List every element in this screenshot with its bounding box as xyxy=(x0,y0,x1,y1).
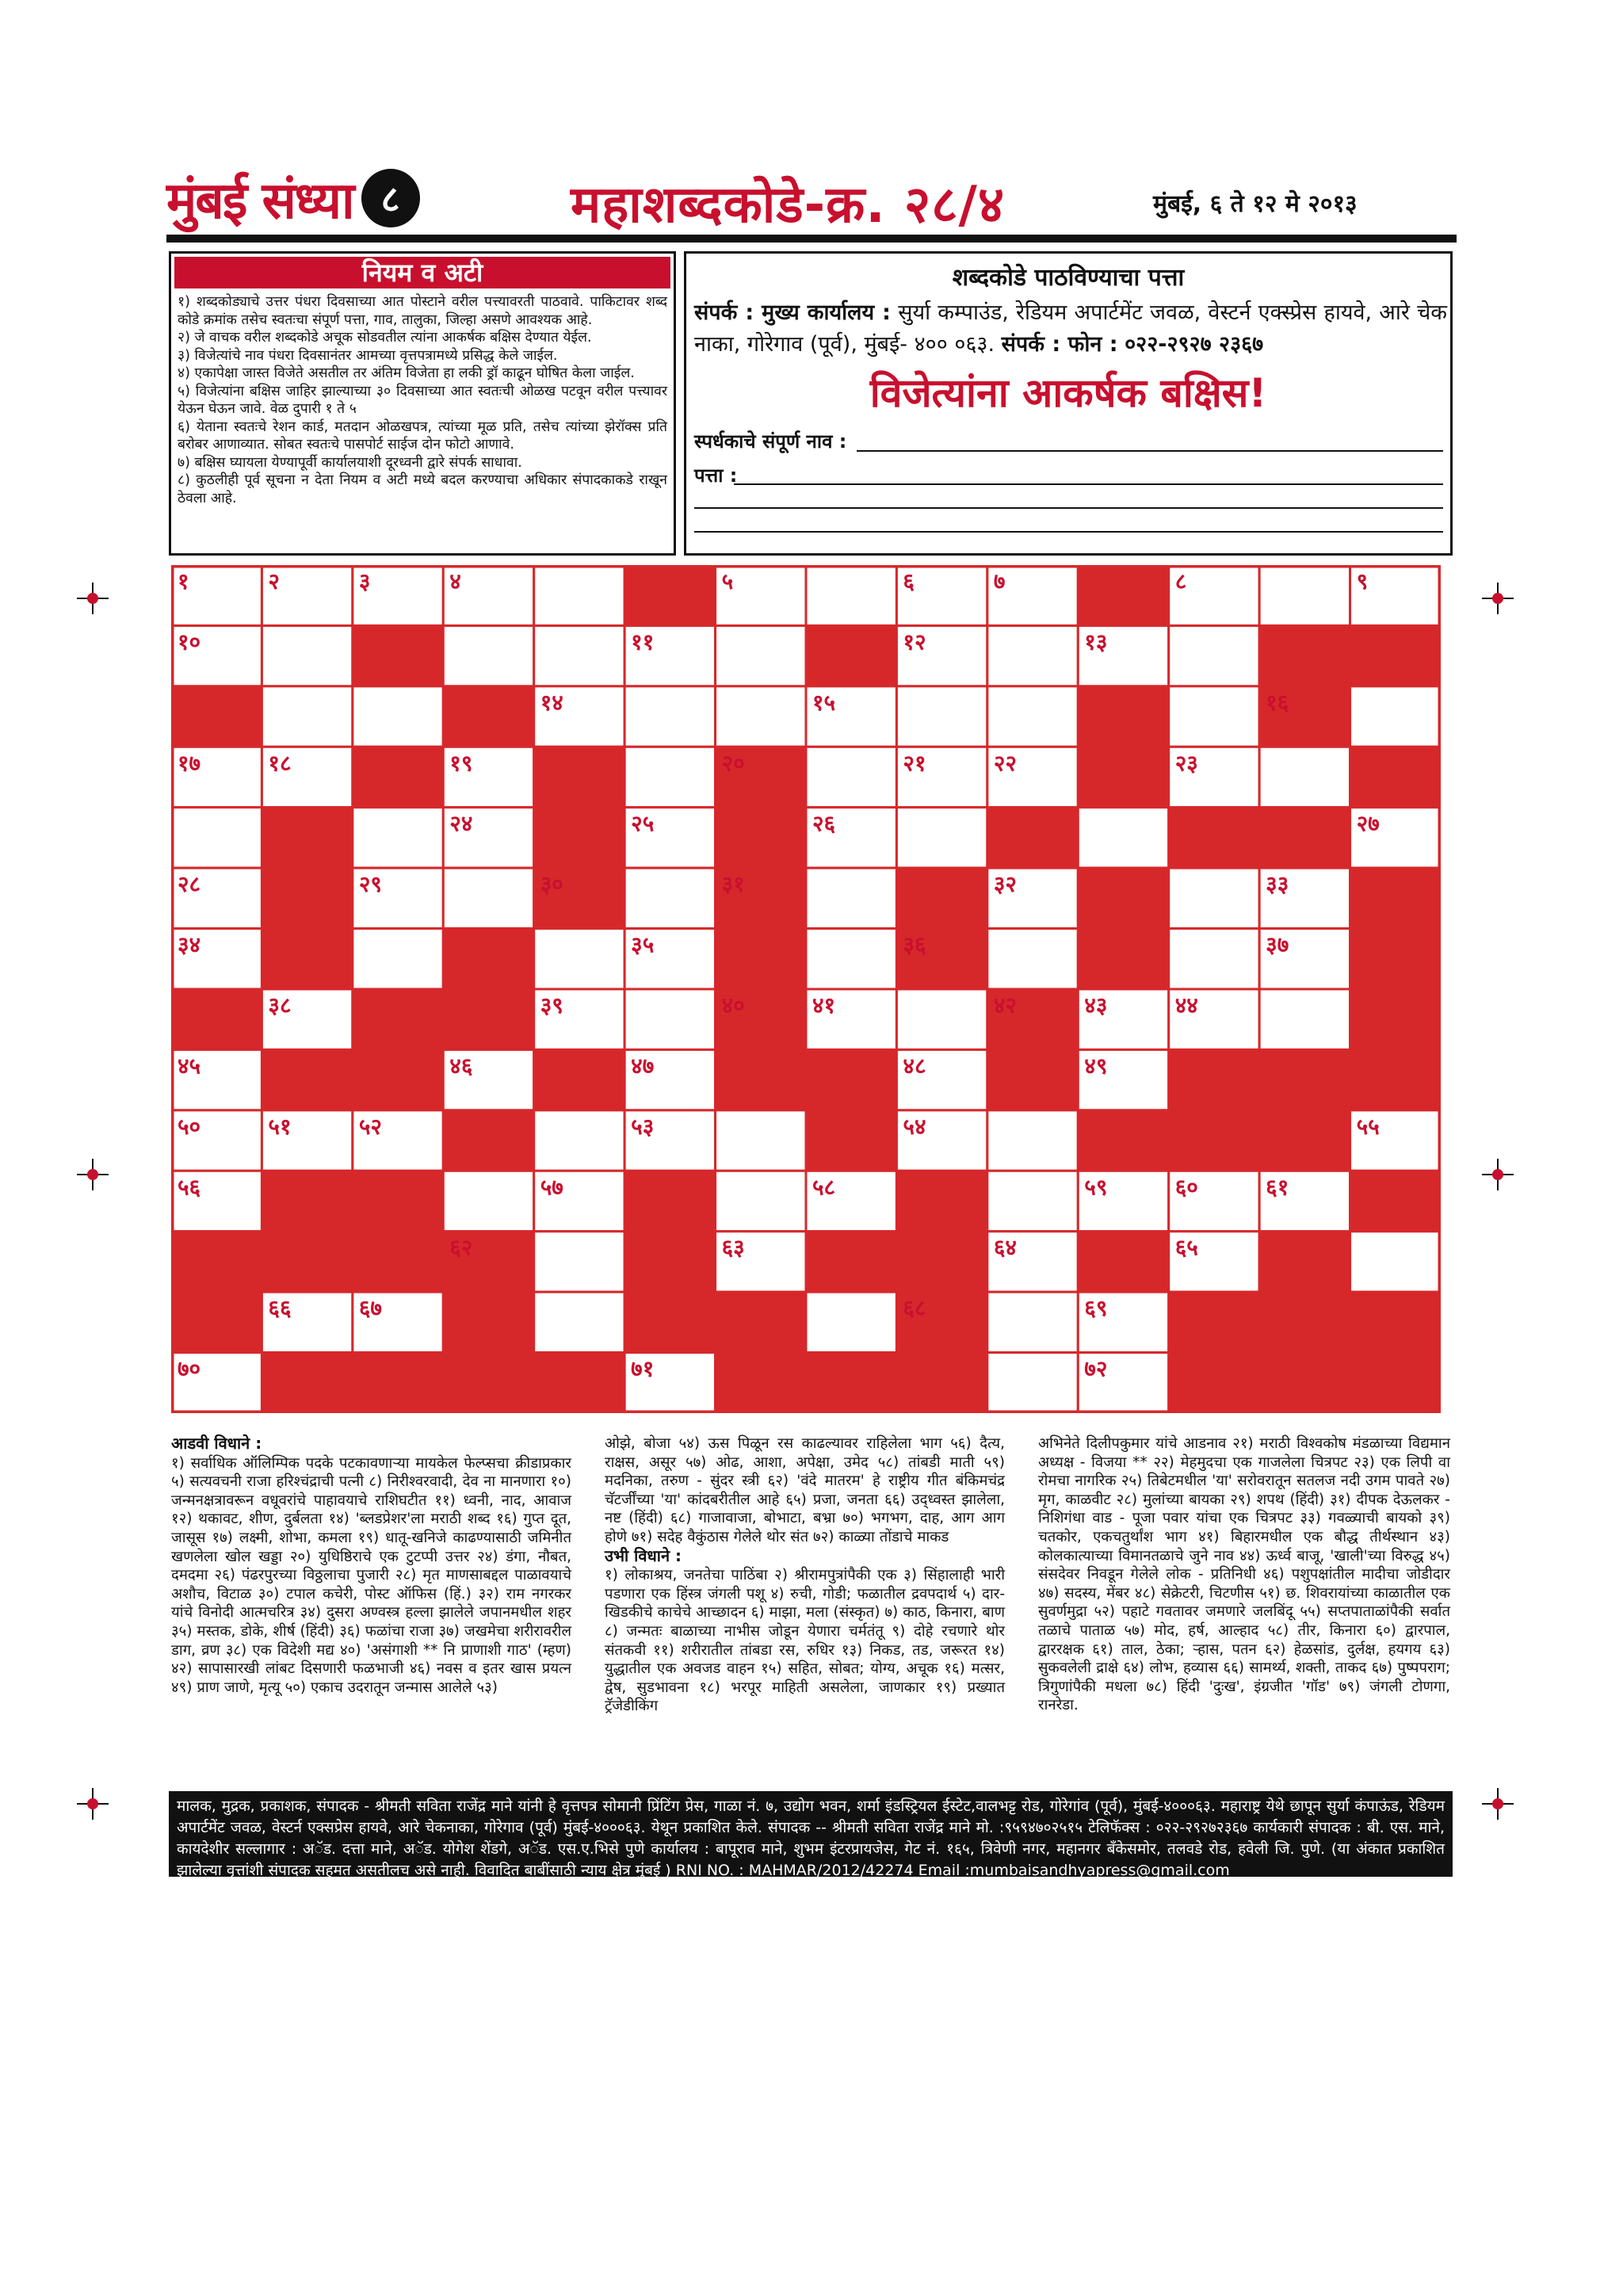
clue-number: ५४ xyxy=(903,1113,926,1140)
crossword-answer-cell[interactable] xyxy=(534,1232,624,1292)
crossword-block-cell xyxy=(1259,1110,1350,1171)
registration-mark-icon xyxy=(1482,1788,1514,1820)
crossword-answer-cell[interactable] xyxy=(534,625,624,686)
crossword-answer-cell[interactable] xyxy=(1259,565,1350,625)
clue-number: ६५ xyxy=(1174,1234,1198,1261)
crossword-block-cell xyxy=(262,1353,352,1413)
crossword-block-cell xyxy=(716,1292,806,1352)
crossword-answer-cell[interactable] xyxy=(806,565,896,625)
rule-item: ३) विजेत्यांचे नाव पंधरा दिवसानंतर आमच्या वृत्तपत्रामध्ये प्रसिद्ध केले जाईल. xyxy=(178,347,558,364)
crossword-answer-cell[interactable] xyxy=(353,929,443,989)
clue-number: ६३ xyxy=(721,1234,745,1261)
crossword-block-cell xyxy=(1169,1049,1259,1110)
clue-number: ४० xyxy=(721,992,745,1018)
crossword-block-cell xyxy=(262,1171,352,1231)
crossword-answer-cell[interactable] xyxy=(262,686,352,747)
crossword-block-cell xyxy=(806,1049,896,1110)
clue-number: ५६ xyxy=(178,1174,201,1201)
crossword-answer-cell[interactable] xyxy=(987,929,1078,989)
clue-number: १७ xyxy=(178,750,201,777)
crossword-answer-cell[interactable] xyxy=(624,989,715,1049)
address-text xyxy=(694,297,1447,361)
imprint-footer: मालक, मुद्रक, प्रकाशक, संपादक - श्रीमती सविता राजेंद्र माने यांनी हे वृत्तपत्र सोमानी प्रिंटिंग प्रेस, गाळा नं. ७, उद्योग भवन, शर्मा इंडस्ट्रियल ईस्टेट,वालभट्ट रोड, गोरेगांव (पूर्व), मुंबई-४०००६३. महाराष्ट्र येथे छापून सुर्या कंपाऊंड, रेडियम अपार्टमेंट जवळ, वेस्टर्न एक्सप्रेस हायवे, आरे चेकनाका, गोरेगाव (पूर्व) मुंबई-४०००६३. येथून प्रकाशित केले. संपादक -- श्रीमती सविता राजेंद्र माने मो. :९५९४७०२५१५ टेलिफॅक्स : ०२२-२९२७२३६७ कार्यकारी संपादक : बी. एस. माने, कायदेशीर सल्लागार : अॅड. दत्ता माने, अॅड. योगेश शेंडगे, अॅड. एस.ए.भिसे पुणे कार्यालय : बापूराव माने, शुभम इंटरप्रायजेस, गेट नं. १६५, त्रिवेणी नगर, महानगर बँकेसमोर, तलवडे रोड, हवेली जि. पुणे. (या अंकात प्रकाशित झालेल्या वृत्तांशी संपादक सहमत असतीलच असे नाही. विवादित बाबींसाठी न्याय क्षेत्र मुंबई ) RNI NO. : MAHMAR/2012/42274 Email :mumbaisandhyapress@gmail.com xyxy=(169,1791,1453,1877)
crossword-block-cell xyxy=(443,1353,533,1413)
registration-mark-icon xyxy=(77,583,109,614)
crossword-block-cell xyxy=(534,1049,624,1110)
crossword-block-cell xyxy=(896,1171,987,1231)
crossword-block-cell xyxy=(1350,1171,1441,1231)
contact-label: संपर्क : मुख्य कार्यालय : xyxy=(694,300,891,325)
rule-item: १) शब्दकोड्याचे उत्तर पंधरा दिवसाच्या आत पोस्टाने वरील पत्त्यावरती पाठवावे. पाकिटावर शब्द कोडे क्रमांक तसेच स्वतःचा संपूर्ण पत्ता, गाव, तालुका, जिल्हा असणे आवश्यक आहे. xyxy=(178,294,667,328)
clue-number: ४९ xyxy=(1084,1052,1108,1079)
clue-number: २४ xyxy=(449,810,473,837)
clue-number: २७ xyxy=(1356,810,1380,837)
clue-number: ५३ xyxy=(631,1113,655,1140)
crossword-block-cell xyxy=(896,868,987,928)
down-clues: १) लोकाश्रय, जनतेचा पाठिंबा २) श्रीरामपुत्रांपैकी एक ३) सिंहालाही भारी पडणारा एक हिंस्त्र जंगली पशू ४) रुची, गोडी; फळातील द्रवपदार्थ ५) दार-खिडकीचे काचेचे आच्छादन ६) माझा, मला (संस्कृत) ७) काठ, किनारा, बाण ८) जन्मतः बाळाच्या नाभीस जोडून येणारा चर्मतंतू ९) दोहे रचणारे थोर संतकवी ११) शरीरातील तांबडा रस, रुधिर १३) निकड, तड, जरूरत १४) युद्धातील एक अवजड वाहन १५) सहित, सोबत; योग्य, अचूक १६) मत्सर, द्वेष, सुडभावना १८) भरपूर माहिती असलेला, जाणकार १९) प्रख्यात ट्रॅजेडीकिंग xyxy=(605,1567,1005,1715)
crossword-block-cell xyxy=(1078,686,1168,747)
crossword-block-cell xyxy=(1259,1232,1350,1292)
crossword-answer-cell[interactable] xyxy=(806,929,896,989)
clue-number: ३३ xyxy=(1266,871,1289,898)
crossword-block-cell xyxy=(716,929,806,989)
issue-date: मुंबई, ६ ते १२ मे २०१३ xyxy=(1153,190,1358,218)
clue-number: ५८ xyxy=(812,1174,836,1201)
clue-number: ७ xyxy=(993,568,1006,594)
crossword-block-cell xyxy=(171,1292,262,1352)
crossword-answer-cell[interactable] xyxy=(1350,686,1441,747)
clue-number: २१ xyxy=(903,750,926,777)
clue-number: ४१ xyxy=(812,992,836,1018)
clue-number: ६० xyxy=(1174,1174,1198,1201)
crossword-answer-cell[interactable] xyxy=(716,1110,806,1171)
crossword-answer-cell[interactable] xyxy=(987,1292,1078,1352)
clue-number: ६ xyxy=(903,568,915,594)
clue-number: ७१ xyxy=(631,1355,655,1382)
clue-number: ७० xyxy=(178,1355,201,1382)
crossword-answer-cell[interactable] xyxy=(987,686,1078,747)
crossword-block-cell xyxy=(1259,625,1350,686)
crossword-block-cell xyxy=(987,808,1078,868)
crossword-block-cell xyxy=(806,1353,896,1413)
crossword-block-cell xyxy=(624,1171,715,1231)
clue-number: १६ xyxy=(1266,689,1289,716)
crossword-answer-cell[interactable] xyxy=(716,625,806,686)
crossword-answer-cell[interactable] xyxy=(1259,989,1350,1049)
clue-number: ६९ xyxy=(1084,1295,1108,1322)
crossword-block-cell xyxy=(443,989,533,1049)
crossword-block-cell xyxy=(1078,1110,1168,1171)
clue-number: ३५ xyxy=(631,931,655,958)
crossword-block-cell xyxy=(1078,929,1168,989)
clue-number: ३६ xyxy=(903,931,926,958)
registration-mark-icon xyxy=(77,1788,109,1820)
clue-number: २२ xyxy=(993,750,1017,777)
clue-number: ३२ xyxy=(993,871,1017,898)
crossword-block-cell xyxy=(1350,625,1441,686)
clue-number: १३ xyxy=(1084,628,1108,655)
clue-number: १० xyxy=(178,628,201,655)
crossword-answer-cell[interactable] xyxy=(716,1171,806,1231)
clue-number: ३८ xyxy=(268,992,292,1018)
crossword-answer-cell[interactable] xyxy=(1169,625,1259,686)
address-field-label: पत्ता : xyxy=(694,464,738,487)
clue-number: २८ xyxy=(178,871,201,898)
crossword-answer-cell[interactable] xyxy=(987,1171,1078,1231)
crossword-answer-cell[interactable] xyxy=(1350,1232,1441,1292)
crossword-block-cell xyxy=(806,1110,896,1171)
crossword-block-cell xyxy=(716,1353,806,1413)
crossword-answer-cell[interactable] xyxy=(1169,868,1259,928)
clue-number: ४४ xyxy=(1174,992,1198,1018)
rule-item: ८) कुठलीही पूर्व सूचना न देता नियम व अटी मध्ये बदल करण्याचा अधिकार संपादकाकडे राखून ठेवला आहे. xyxy=(178,472,667,506)
masthead-logo xyxy=(166,162,420,234)
crossword-answer-cell[interactable] xyxy=(806,747,896,807)
address-fill-line-3[interactable] xyxy=(694,531,1443,533)
crossword-answer-cell[interactable] xyxy=(1078,808,1168,868)
clue-number: ३७ xyxy=(1266,931,1289,958)
phone-number: ०२२-२९२७ २३६७ xyxy=(1125,332,1264,357)
clue-number: १ xyxy=(178,568,189,594)
crossword-block-cell xyxy=(624,1292,715,1352)
crossword-answer-cell[interactable] xyxy=(171,808,262,868)
crossword-block-cell xyxy=(353,625,443,686)
crossword-block-cell xyxy=(1259,808,1350,868)
crossword-answer-cell[interactable] xyxy=(896,808,987,868)
contact-address: सुर्या कम्पाउंड, रेडियम अपार्टमेंट जवळ, वेस्टर्न एक्स्प्रेस हायवे, आरे चेक नाका, गोरेगाव (पूर्व), मुंबई- ४०० ०६३. xyxy=(694,300,1448,357)
crossword-block-cell xyxy=(1078,747,1168,807)
clue-number: १९ xyxy=(449,750,473,777)
crossword-block-cell xyxy=(353,1049,443,1110)
clue-number: ४३ xyxy=(1084,992,1108,1018)
crossword-block-cell xyxy=(624,1232,715,1292)
clue-number: ८ xyxy=(1174,568,1187,594)
crossword-answer-cell[interactable] xyxy=(443,1171,533,1231)
clue-number: ६४ xyxy=(993,1234,1017,1261)
rule-item: ६) येताना स्वतःचे रेशन कार्ड, मतदान ओळखपत्र, त्यांच्या मूळ प्रति, तसेच त्यांच्या झेरॉक्स प्रति बरोबर आणाव्यात. सोबत स्वतःचे पासपोर्ट साईज दोन फोटो आणावे. xyxy=(178,418,667,453)
registration-mark-icon xyxy=(1482,1159,1514,1190)
crossword-answer-cell[interactable] xyxy=(353,686,443,747)
crossword-answer-cell[interactable] xyxy=(534,565,624,625)
crossword-block-cell xyxy=(1259,1292,1350,1352)
crossword-block-cell xyxy=(1350,1353,1441,1413)
crossword-answer-cell[interactable] xyxy=(1259,747,1350,807)
down-clues-continued: अभिनेते दिलीपकुमार यांचे आडनाव २१) मराठी विश्वकोष मंडळाच्या विद्यमान अध्यक्ष - विजया ** २२) मेहमुदचा एक गाजलेला चित्रपट २३) एक लिपी वा रोमचा नागरिक २५) तिबेटमधील 'या' सरोवरातून सतलज नदी उगम पावते २७) मृग, काळवीट २८) मुलांच्या बायका २९) शपथ (हिंदी) ३१) दीपक देऊलकर - निशिगंधा वाड - पूजा पवार यांचा एक चित्रपट ३३) गवळ्याची बायको ३९) चतकोर, एकचतुर्थांश भाग ४१) बिहारमधील एक बौद्ध तीर्थस्थान ४३) कोलकात्याच्या विमानतळाचे जुने नाव ४४) ऊर्ध्व बाजू, 'खाली'च्या विरुद्ध ४५) संसदेवर निवडून गेलेले लोक - प्रतिनिधी ४६) पशुपक्षांतील मादीचा जोडीदार ४७) सदस्य, मेंबर ४८) सेक्रेटरी, चिटणीस ५१) छ. शिवरायांच्या काळातील एक सुवर्णमुद्रा ५२) पहाटे गवतावर जमणारे जलबिंदू ५५) सप्तपाताळांपैकी सर्वात तळाचे पाताळ ५७) मोद, हर्ष, आल्हाद ५८) तीर, किनारा ६०) द्वारपाल, द्वाररक्षक ६१) ताल, ठेका; ऱ्हास, पतन ६२) हेळसांड, दुर्लक्ष, हयगय ६३) सुकवलेली द्राक्षे ६४) लोभ, हव्यास ६६) सामर्थ्य, शक्ती, ताकद ६७) पुष्पपराग; त्रिगुणांपैकी मधला ७८) हिंदी 'दुःख', इंग्रजीत 'गॉड' ७९) जंगली टोणगा, रानरेडा. xyxy=(1038,1435,1450,1714)
crossword-answer-cell[interactable] xyxy=(987,1110,1078,1171)
name-field-label: स्पर्धकाचे संपूर्ण नाव : xyxy=(694,430,847,453)
crossword-block-cell xyxy=(1169,1292,1259,1352)
across-clues-continued: ओझे, बोजा ५४) ऊस पिळून रस काढल्यावर राहिलेला भाग ५६) दैत्य, राक्षस, असूर ५७) ओढ, आशा, अपेक्षा, उमेद ५८) तांबडी माती ५९) मदनिका, तरुण - सुंदर स्त्री ६२) 'वंदे मातरम' हे राष्ट्रीय गीत बंकिमचंद्र चॅटर्जींच्या 'या' कांदबरीतील आहे ६५) प्रजा, जनता ६६) उद्ध्वस्त झालेला, नष्ट (हिंदी) ६८) गाजावाजा, बोभाटा, बभ्रा ७०) भगभग, दाह, आग आग होणे ७१) सदेह वैकुंठास गेलेले थोर संत ७२) काळ्या तोंडाचे माकड xyxy=(605,1435,1005,1545)
crossword-block-cell xyxy=(534,808,624,868)
newspaper-name: मुंबई संध्या xyxy=(166,171,353,231)
clue-number: ३० xyxy=(540,871,563,898)
crossword-block-cell xyxy=(353,1232,443,1292)
clue-number: ७२ xyxy=(1084,1355,1108,1382)
address-fill-line[interactable] xyxy=(734,483,1443,485)
clue-number: ४७ xyxy=(631,1052,655,1079)
crossword-block-cell xyxy=(262,1049,352,1110)
crossword-block-cell xyxy=(1259,1353,1350,1413)
crossword-block-cell xyxy=(1350,1292,1441,1352)
clue-number: ९ xyxy=(1356,568,1369,594)
crossword-block-cell xyxy=(716,1049,806,1110)
down-heading: उभी विधाने : xyxy=(605,1545,682,1565)
clue-number: १८ xyxy=(268,750,292,777)
clue-number: ४८ xyxy=(903,1052,926,1079)
page-title: महाशब्दकोडे-क्र. २८/४ xyxy=(571,176,1006,235)
crossword-block-cell xyxy=(1169,1110,1259,1171)
clue-number: २६ xyxy=(812,810,836,837)
phone-label: संपर्क : फोन : xyxy=(1001,332,1118,357)
address-heading: शब्दकोडे पाठविण्याचा पत्ता xyxy=(952,264,1185,292)
across-heading: आडवी विधाने : xyxy=(171,1434,262,1453)
crossword-block-cell xyxy=(171,989,262,1049)
crossword-block-cell xyxy=(443,1292,533,1352)
crossword-answer-cell[interactable] xyxy=(987,1353,1078,1413)
crossword-block-cell xyxy=(171,1232,262,1292)
crossword-grid xyxy=(171,565,1441,1413)
clue-number: ४ xyxy=(449,568,461,594)
rules-heading: नियम व अटी xyxy=(174,257,670,288)
crossword-answer-cell[interactable] xyxy=(624,868,715,928)
address-panel xyxy=(684,251,1453,556)
rule-item: २) जे वाचक वरील शब्दकोडे अचूक सोडवतील त्यांना आकर्षक बक्षिस देण्यात येईल. xyxy=(178,330,592,346)
crossword-block-cell xyxy=(443,1110,533,1171)
rule-item: ४) एकापेक्षा जास्त विजेते असतील तर अंतिम विजेता हा लकी ड्रॉ काढून घोषित केला जाईल. xyxy=(178,365,635,381)
crossword-answer-cell[interactable] xyxy=(896,989,987,1049)
crossword-answer-cell[interactable] xyxy=(987,625,1078,686)
crossword-answer-cell[interactable] xyxy=(1169,686,1259,747)
crossword-block-cell xyxy=(624,565,715,625)
crossword-block-cell xyxy=(353,747,443,807)
clue-number: ६८ xyxy=(903,1295,926,1322)
crossword-block-cell xyxy=(1350,747,1441,807)
crossword-block-cell xyxy=(1169,1353,1259,1413)
crossword-answer-cell[interactable] xyxy=(534,1292,624,1352)
registration-mark-icon xyxy=(1482,583,1514,614)
clue-number: २९ xyxy=(358,871,382,898)
clue-number: ११ xyxy=(631,628,655,655)
crossword-block-cell xyxy=(262,929,352,989)
clue-number: ५१ xyxy=(268,1113,292,1140)
clue-number: ३९ xyxy=(540,992,563,1018)
name-fill-line[interactable] xyxy=(857,450,1443,452)
crossword-block-cell xyxy=(1078,868,1168,928)
crossword-block-cell xyxy=(262,808,352,868)
crossword-block-cell xyxy=(534,747,624,807)
clues-column-3 xyxy=(1038,1435,1450,1715)
crossword-block-cell xyxy=(1350,989,1441,1049)
clue-number: ५५ xyxy=(1356,1113,1380,1140)
crossword-block-cell xyxy=(262,868,352,928)
crossword-block-cell xyxy=(443,929,533,989)
across-clues: १) सर्वाधिक ऑलिम्पिक पदके पटकावणाऱ्या मायकेल फेल्प्सचा क्रीडाप्रकार ५) सत्यवचनी राजा हरिश्चंद्राची पत्नी ८) निरीश्वरवादी, देव ना मानणारा १०) जन्मनक्षत्रावरून वधूवरांचे पाहावयाचे राशिघटीत ११) ध्वनी, नाद, आवाज १२) थकावट, शीण, दुर्बलता १४) 'ब्लडप्रेशर'ला मराठी शब्द १६) गुप्त दूत, जासूस १७) लक्ष्मी, शोभा, कमला १९) धातू-खनिजे काढण्यासाठी जमिनीत खणलेला खोल खड्डा २०) युधिष्ठिराचे एक टुटप्पी उत्तर २४) डंगा, नौबत, दमदमा २६) पंढरपुरच्या विठ्ठलाचा पुजारी २८) मृत माणसाबद्दल पाळावयाचे अशौच, विटाळ ३०) टपाल कचेरी, पोस्ट ऑफिस (हिं.) ३२) राम नगरकर यांचे विनोदी आत्मचरित्र ३४) दुसरा अण्वस्त्र हल्ला झालेले जपानमधील शहर ३५) मस्तक, डोके, शीर्ष (हिंदी) ३६) फळांचा राजा ३७) जखमेचा शरीरावरील डाग, व्रण ३८) एक विदेशी मद्य ४०) 'असंगाशी ** नि प्राणाशी गाठ' (म्हण) ४२) सापासारखी लांबट दिसणारी फळभाजी ४६) नवस व इतर खास प्रयत्न ४९) प्राण जाणे, मृत्यू ५०) एकाच उदरातून जन्मास आलेले ५३) xyxy=(171,1454,571,1696)
across-clues-column xyxy=(171,1435,571,1697)
crossword-block-cell xyxy=(353,1171,443,1231)
crossword-answer-cell[interactable] xyxy=(896,686,987,747)
crossword-answer-cell[interactable] xyxy=(262,625,352,686)
header-rule xyxy=(166,235,1457,243)
crossword-block-cell xyxy=(896,1353,987,1413)
crossword-block-cell xyxy=(896,1232,987,1292)
clue-number: ४६ xyxy=(449,1052,473,1079)
crossword-block-cell xyxy=(987,1049,1078,1110)
crossword-answer-cell[interactable] xyxy=(624,747,715,807)
clue-number: ५ xyxy=(721,568,734,594)
crossword-block-cell xyxy=(1350,1049,1441,1110)
crossword-answer-cell[interactable] xyxy=(716,686,806,747)
page-number-badge: ८ xyxy=(361,169,420,227)
crossword-block-cell xyxy=(1350,868,1441,928)
crossword-block-cell xyxy=(1259,1049,1350,1110)
crossword-answer-cell[interactable] xyxy=(534,1110,624,1171)
crossword-block-cell xyxy=(534,1353,624,1413)
rule-item: ७) बक्षिस घ्यायला येण्यापूर्वी कार्यालयाशी दूरध्वनी द्वारे संपर्क साधावा. xyxy=(178,454,522,471)
clue-number: ३ xyxy=(358,568,371,594)
crossword-answer-cell[interactable] xyxy=(624,686,715,747)
registration-mark-icon xyxy=(77,1159,109,1190)
clue-number: १२ xyxy=(903,628,926,655)
clues-column-2 xyxy=(605,1435,1005,1716)
crossword-block-cell xyxy=(171,686,262,747)
rules-list xyxy=(178,293,667,507)
rules-panel xyxy=(169,251,676,556)
clue-number: १४ xyxy=(540,689,563,716)
clue-number: ४५ xyxy=(178,1052,201,1079)
crossword-answer-cell[interactable] xyxy=(1169,929,1259,989)
crossword-block-cell xyxy=(262,1232,352,1292)
crossword-block-cell xyxy=(443,686,533,747)
crossword-block-cell xyxy=(353,1353,443,1413)
crossword-block-cell xyxy=(716,808,806,868)
clue-number: ३१ xyxy=(721,871,745,898)
crossword-answer-cell[interactable] xyxy=(443,625,533,686)
crossword-block-cell xyxy=(806,625,896,686)
address-fill-line-2[interactable] xyxy=(694,507,1443,509)
clue-number: २ xyxy=(268,568,280,594)
clue-number: ६१ xyxy=(1266,1174,1289,1201)
clue-number: ४२ xyxy=(993,992,1017,1018)
clue-number: ६६ xyxy=(268,1295,292,1322)
clue-number: ५० xyxy=(178,1113,201,1140)
clue-number: २० xyxy=(721,750,745,777)
prize-banner: विजेत्यांना आकर्षक बक्षिस! xyxy=(869,370,1267,416)
crossword-answer-cell[interactable] xyxy=(443,868,533,928)
clue-number: ६२ xyxy=(449,1234,473,1261)
crossword-block-cell xyxy=(1350,929,1441,989)
clue-number: ६७ xyxy=(358,1295,382,1322)
crossword-answer-cell[interactable] xyxy=(353,808,443,868)
crossword-block-cell xyxy=(353,989,443,1049)
clue-number: ५७ xyxy=(540,1174,563,1201)
crossword-block-cell xyxy=(1078,1232,1168,1292)
crossword-block-cell xyxy=(806,1232,896,1292)
clue-number: २३ xyxy=(1174,750,1198,777)
clue-number: ३४ xyxy=(178,931,201,958)
crossword-answer-cell[interactable] xyxy=(806,868,896,928)
rule-item: ५) विजेत्यांना बक्षिस जाहिर झाल्याच्या ३० दिवसाच्या आत स्वतःची ओळख पटवून वरील पत्त्यावर येऊन घेऊन जावे. वेळ दुपारी १ ते ५ xyxy=(178,383,667,417)
clue-number: ५२ xyxy=(358,1113,382,1140)
crossword-block-cell xyxy=(1169,808,1259,868)
crossword-block-cell xyxy=(1078,565,1168,625)
crossword-svg xyxy=(171,565,1441,1413)
crossword-answer-cell[interactable] xyxy=(806,1292,896,1352)
clue-number: १५ xyxy=(812,689,836,716)
crossword-answer-cell[interactable] xyxy=(534,929,624,989)
clue-number: २५ xyxy=(631,810,655,837)
clue-number: ५९ xyxy=(1084,1174,1108,1201)
